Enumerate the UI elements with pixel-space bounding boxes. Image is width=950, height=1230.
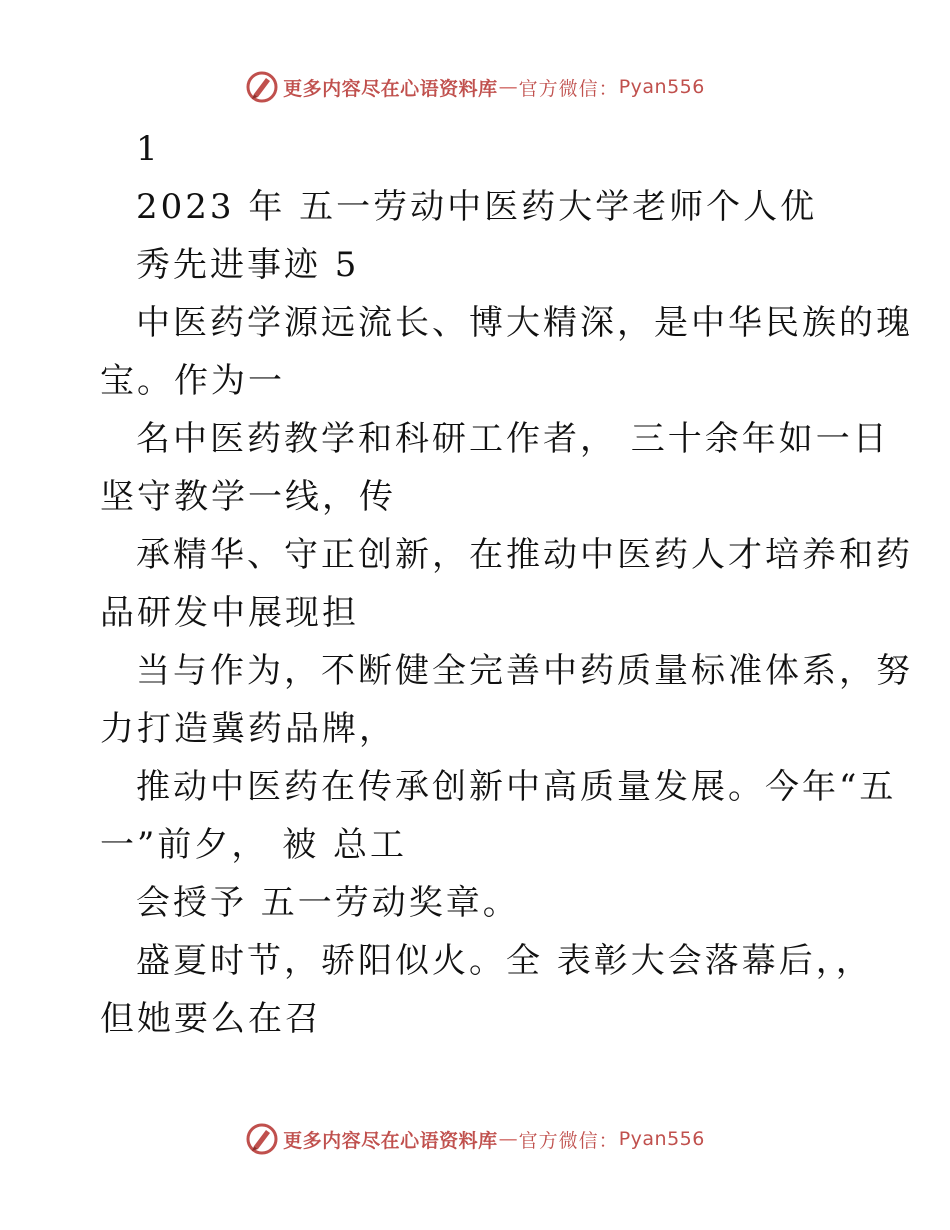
paragraph-line: 一”前夕， 被 总工 [100,825,407,865]
header-brand-text: 更多内容尽在心语资料库 [283,77,498,100]
title-line-1: 2023 年 五一劳动中医药大学老师个人优 [136,187,818,227]
footer-brand-text: 更多内容尽在心语资料库 [283,1129,498,1152]
paragraph-line: 当与作为，不断健全完善中药质量标准体系，努 [136,651,913,691]
title-line-2: 秀先进事迹 5 [136,245,360,285]
header-official-label: 官方微信： [518,77,619,100]
paragraph-line: 名中医药教学和科研工作者， 三十余年如一日 [136,419,890,459]
paragraph-line: 推动中医药在传承创新中高质量发展。今年“五 [136,767,897,807]
footer-official-label: 官方微信： [518,1129,619,1152]
page-header [0,70,950,104]
paragraph-line: 坚守教学一线，传 [100,477,396,517]
pen-logo-icon [245,70,279,104]
paragraph-line: 力打造冀药品牌， [100,709,396,749]
header-dash: — [498,76,518,98]
paragraph-line: 会授予 五一劳动奖章。 [136,883,520,923]
paragraph-line: 宝。作为一 [100,361,285,401]
document-body [100,120,913,1048]
paragraph-line: 但她要么在召 [100,999,322,1039]
paragraph-line: 品研发中展现担 [100,593,359,633]
footer-dash: — [498,1128,518,1150]
page-number-line: 1 [136,129,158,169]
pen-logo-icon [245,1122,279,1156]
footer-wechat-id: Pyan556 [618,1128,705,1150]
paragraph-line: 中医药学源远流长、博大精深，是中华民族的瑰 [136,303,913,343]
paragraph-line: 承精华、守正创新，在推动中医药人才培养和药 [136,535,913,575]
page-footer [0,1122,950,1156]
paragraph-line: 盛夏时节，骄阳似火。全 表彰大会落幕后，， [136,941,873,981]
header-wechat-id: Pyan556 [618,76,705,98]
